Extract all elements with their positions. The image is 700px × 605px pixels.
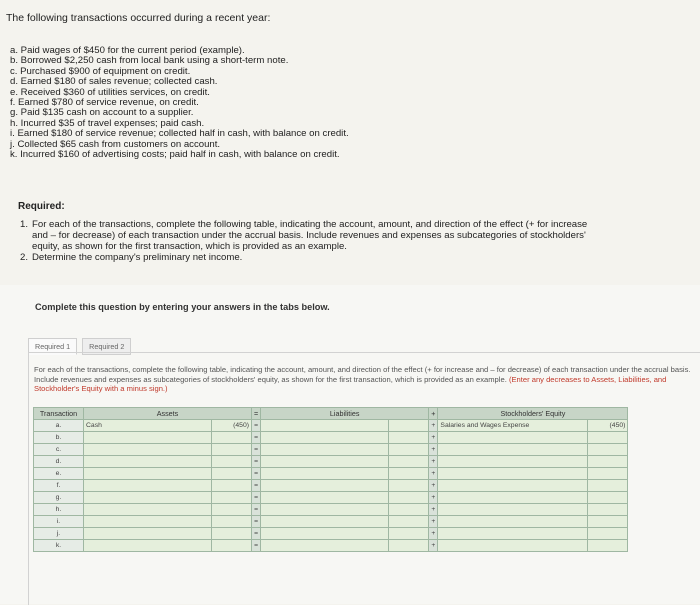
plus-sign: + (429, 528, 438, 540)
transaction-item: d. Earned $180 of sales revenue; collected cash. (10, 76, 218, 88)
table-row (34, 528, 628, 540)
asset-account-input[interactable] (84, 540, 212, 552)
asset-amount-input[interactable] (212, 516, 252, 528)
plus-sign: + (429, 444, 438, 456)
required-heading: Required: (18, 201, 65, 212)
transaction-label: h. (34, 504, 84, 516)
liability-account-input[interactable] (261, 480, 389, 492)
transaction-list (10, 46, 349, 160)
header-liabilities: Liabilities (261, 408, 429, 420)
equity-account-input[interactable] (438, 492, 588, 504)
equals-sign: = (252, 432, 261, 444)
plus-sign: + (429, 432, 438, 444)
asset-amount-input[interactable] (212, 468, 252, 480)
instructions-note: (Enter any decreases to Assets, Liabilities, and Stockholder's Equity with a minus sign.) (34, 374, 667, 394)
transaction-label: j. (34, 528, 84, 540)
required-item (20, 219, 600, 252)
transaction-label: d. (34, 456, 84, 468)
transaction-item: g. Paid $135 cash on account to a supplier. (10, 107, 194, 119)
liability-amount-input[interactable] (389, 444, 429, 456)
equals-sign: = (252, 504, 261, 516)
liability-account-input[interactable] (261, 528, 389, 540)
liability-amount-input[interactable] (389, 492, 429, 504)
equity-account-input[interactable] (438, 480, 588, 492)
liability-account-input[interactable] (261, 432, 389, 444)
header-assets: Assets (84, 408, 252, 420)
equity-amount-input[interactable] (588, 504, 628, 516)
asset-amount-input[interactable] (212, 504, 252, 516)
liability-amount-input[interactable] (389, 504, 429, 516)
plus-sign: + (429, 456, 438, 468)
table-row (34, 480, 628, 492)
tab-required-1[interactable]: Required 1 (28, 338, 77, 355)
table-row (34, 516, 628, 528)
transaction-label: c. (34, 444, 84, 456)
liability-account-input[interactable] (261, 504, 389, 516)
header-stockholders-equity: Stockholders' Equity (438, 408, 628, 420)
equity-amount-input[interactable] (588, 492, 628, 504)
transaction-item: a. Paid wages of $450 for the current period (example). (10, 45, 245, 56)
equity-account-input[interactable] (438, 468, 588, 480)
liability-account-input[interactable] (261, 456, 389, 468)
table-row (34, 420, 628, 432)
asset-amount-input[interactable] (212, 528, 252, 540)
plus-sign: + (429, 468, 438, 480)
equals-sign: = (252, 528, 261, 540)
asset-amount-input[interactable] (212, 492, 252, 504)
header-plus: + (429, 408, 438, 420)
transaction-item: j. Collected $65 cash from customers on account. (10, 138, 221, 150)
asset-account-input[interactable] (84, 468, 212, 480)
asset-amount-input[interactable] (212, 432, 252, 444)
equals-sign: = (252, 444, 261, 456)
table-instructions (34, 365, 694, 394)
equals-sign: = (252, 480, 261, 492)
equity-account-input[interactable] (438, 504, 588, 516)
liability-account-input[interactable] (261, 468, 389, 480)
equity-account-input[interactable] (438, 432, 588, 444)
equity-account-input[interactable] (438, 540, 588, 552)
asset-amount-input[interactable] (212, 456, 252, 468)
liability-amount-input[interactable] (389, 432, 429, 444)
asset-account-input[interactable] (84, 444, 212, 456)
tab-required-2[interactable]: Required 2 (82, 338, 131, 355)
table-row (34, 540, 628, 552)
plus-sign: + (429, 540, 438, 552)
asset-account-input[interactable] (84, 480, 212, 492)
liability-amount-input[interactable] (389, 516, 429, 528)
liability-account-input[interactable] (261, 492, 389, 504)
header-transaction: Transaction (34, 408, 84, 420)
liability-amount-input[interactable] (389, 540, 429, 552)
transaction-label: i. (34, 516, 84, 528)
transaction-item: c. Purchased $900 of equipment on credit. (10, 65, 191, 77)
equity-amount-input[interactable] (588, 432, 628, 444)
table-row (34, 444, 628, 456)
liability-amount-input[interactable] (389, 480, 429, 492)
asset-amount-input[interactable] (212, 444, 252, 456)
equity-amount-input[interactable] (588, 480, 628, 492)
asset-account-input[interactable] (84, 516, 212, 528)
equals-sign: = (252, 492, 261, 504)
transaction-label: e. (34, 468, 84, 480)
required-item (20, 252, 600, 263)
table-header-row (34, 408, 628, 420)
transaction-item: i. Earned $180 of service revenue; collected half in cash, with balance on credit. (10, 128, 349, 140)
equals-sign: = (252, 540, 261, 552)
liability-account-input[interactable] (261, 444, 389, 456)
equals-sign: = (252, 468, 261, 480)
asset-account-input[interactable] (84, 432, 212, 444)
asset-account-input[interactable] (84, 456, 212, 468)
transaction-label: f. (34, 480, 84, 492)
equity-account-input[interactable] (438, 456, 588, 468)
equity-account-input[interactable] (438, 528, 588, 540)
plus-sign: + (429, 516, 438, 528)
required-item-text: Determine the company's preliminary net income. (32, 252, 243, 263)
equity-account-input[interactable]: Salaries and Wages Expense (438, 420, 588, 432)
plus-sign: + (429, 480, 438, 492)
table-row (34, 492, 628, 504)
asset-account-input[interactable]: Cash (84, 420, 212, 432)
plus-sign: + (429, 504, 438, 516)
required-item-text: For each of the transactions, complete the following table, indicating the account, amount, and direction of the effect (+ for increase and – for decrease) of each transaction under the accrual basis. Include revenues and expenses as subcategories of stockholders' equity, as shown for the first transaction, which is provided as an example. (32, 219, 588, 252)
equity-amount-input[interactable] (588, 528, 628, 540)
transaction-label: g. (34, 492, 84, 504)
asset-account-input[interactable] (84, 504, 212, 516)
required-item-number: 2. (20, 252, 29, 263)
complete-instruction: Complete this question by entering your answers in the tabs below. (35, 302, 330, 312)
transaction-label: k. (34, 540, 84, 552)
liability-amount-input[interactable] (389, 468, 429, 480)
liability-amount-input[interactable] (389, 420, 429, 432)
equity-amount-input[interactable] (588, 516, 628, 528)
transaction-label: b. (34, 432, 84, 444)
required-list (20, 219, 600, 263)
equity-amount-input[interactable] (588, 444, 628, 456)
plus-sign: + (429, 420, 438, 432)
transaction-label: a. (34, 420, 84, 432)
asset-amount-input[interactable] (212, 540, 252, 552)
accounting-equation-table (33, 407, 628, 552)
transaction-item: b. Borrowed $2,250 cash from local bank using a short-term note. (10, 55, 289, 67)
asset-account-input[interactable] (84, 528, 212, 540)
table-row (34, 432, 628, 444)
plus-sign: + (429, 492, 438, 504)
table-row (34, 468, 628, 480)
equals-sign: = (252, 456, 261, 468)
header-equals: = (252, 408, 261, 420)
asset-amount-input[interactable]: (450) (212, 420, 252, 432)
intro-text: The following transactions occurred during a recent year: (6, 12, 271, 24)
equity-amount-input[interactable] (588, 540, 628, 552)
equity-account-input[interactable] (438, 516, 588, 528)
required-item-number: 1. (20, 219, 29, 230)
equity-amount-input[interactable] (588, 468, 628, 480)
liability-account-input[interactable] (261, 516, 389, 528)
transaction-item: e. Received $360 of utilities services, on credit. (10, 86, 210, 98)
equity-amount-input[interactable]: (450) (588, 420, 628, 432)
liability-amount-input[interactable] (389, 528, 429, 540)
equity-account-input[interactable] (438, 444, 588, 456)
asset-account-input[interactable] (84, 492, 212, 504)
transaction-item: h. Incurred $35 of travel expenses; paid cash. (10, 117, 205, 129)
equity-amount-input[interactable] (588, 456, 628, 468)
asset-amount-input[interactable] (212, 480, 252, 492)
transaction-item: f. Earned $780 of service revenue, on credit. (10, 97, 199, 109)
equals-sign: = (252, 420, 261, 432)
table-row (34, 456, 628, 468)
liability-account-input[interactable] (261, 420, 389, 432)
table-row (34, 504, 628, 516)
liability-account-input[interactable] (261, 540, 389, 552)
transaction-item: k. Incurred $160 of advertising costs; paid half in cash, with balance on credit. (10, 149, 340, 161)
liability-amount-input[interactable] (389, 456, 429, 468)
instructions-text: For each of the transactions, complete the following table, indicating the account, amount, and direction of the effect (+ for increase and – for decrease) of each transaction under the accrual basis. Include revenues and expenses as subcategories of stockholders' equity, as shown for the first transaction, which is provided as an example. (34, 365, 691, 384)
equals-sign: = (252, 516, 261, 528)
